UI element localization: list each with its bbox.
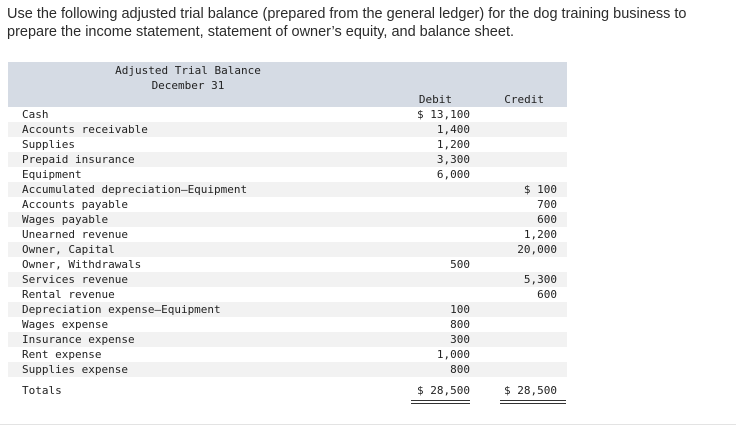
- credit-cell: 700: [537, 198, 557, 211]
- table-row: [8, 212, 567, 227]
- table-row: [8, 227, 567, 242]
- account-cell: Unearned revenue: [22, 228, 128, 241]
- debit-cell: 1,200: [436, 138, 470, 151]
- debit-cell: 100: [450, 303, 470, 316]
- totals-row: [8, 383, 567, 399]
- credit-header: Credit: [504, 93, 544, 106]
- account-cell: Insurance expense: [22, 333, 135, 346]
- account-cell: Prepaid insurance: [22, 153, 135, 166]
- credit-cell: 20,000: [517, 243, 557, 256]
- table-body: [8, 107, 567, 377]
- account-cell: Rental revenue: [22, 288, 115, 301]
- credit-cell: 600: [537, 288, 557, 301]
- account-cell: Cash: [22, 108, 49, 121]
- table-date: December 31: [151, 79, 225, 92]
- debit-double-underline: [411, 400, 470, 404]
- account-cell: Supplies: [22, 138, 75, 151]
- debit-cell: 6,000: [436, 168, 470, 181]
- credit-cell: 5,300: [523, 273, 557, 286]
- totals-label: Totals: [22, 384, 62, 397]
- column-headers: [8, 92, 567, 107]
- table-row: [8, 287, 567, 302]
- debit-cell: 1,400: [436, 123, 470, 136]
- table-row: [8, 317, 567, 332]
- credit-cell: $ 100: [523, 183, 557, 196]
- account-cell: Accumulated depreciation–Equipment: [22, 183, 248, 196]
- account-cell: Equipment: [22, 168, 82, 181]
- table-row: [8, 107, 567, 122]
- account-cell: Rent expense: [22, 348, 102, 361]
- table-row: [8, 152, 567, 167]
- table-row: [8, 242, 567, 257]
- credit-cell: 600: [537, 213, 557, 226]
- table-row: [8, 302, 567, 317]
- account-cell: Owner, Capital: [22, 243, 115, 256]
- totals-credit: $ 28,500: [504, 384, 557, 397]
- table-title: Adjusted Trial Balance: [115, 64, 261, 77]
- debit-cell: 3,300: [436, 153, 470, 166]
- account-cell: Wages expense: [22, 318, 109, 331]
- account-cell: Owner, Withdrawals: [22, 258, 142, 271]
- debit-cell: 1,000: [436, 348, 470, 361]
- credit-cell: 1,200: [523, 228, 557, 241]
- debit-cell: 500: [450, 258, 470, 271]
- debit-header: Debit: [418, 93, 452, 106]
- table-row: [8, 197, 567, 212]
- debit-cell: 800: [450, 363, 470, 376]
- table-row: [8, 167, 567, 182]
- table-row: [8, 182, 567, 197]
- instructions-text: Use the following adjusted trial balance (prepared from the general ledger) for the dog training business to prepare the income statement, statement of owner’s equity, and balance sheet.: [7, 6, 687, 40]
- credit-double-underline: [500, 400, 566, 404]
- table-row: [8, 347, 567, 362]
- adjusted-trial-balance-table: [8, 62, 567, 399]
- debit-cell: 800: [450, 318, 470, 331]
- account-cell: Accounts receivable: [22, 123, 148, 136]
- bottom-divider: [0, 424, 736, 425]
- table-row: [8, 362, 567, 377]
- table-row: [8, 257, 567, 272]
- account-cell: Supplies expense: [22, 363, 128, 376]
- table-row: [8, 122, 567, 137]
- account-cell: Accounts payable: [22, 198, 128, 211]
- account-cell: Services revenue: [22, 273, 128, 286]
- table-row: [8, 272, 567, 287]
- table-row: [8, 137, 567, 152]
- debit-cell: $ 13,100: [417, 108, 470, 121]
- debit-cell: 300: [450, 333, 470, 346]
- account-cell: Wages payable: [22, 213, 109, 226]
- table-row: [8, 332, 567, 347]
- account-cell: Depreciation expense–Equipment: [22, 303, 221, 316]
- totals-debit: $ 28,500: [417, 384, 470, 397]
